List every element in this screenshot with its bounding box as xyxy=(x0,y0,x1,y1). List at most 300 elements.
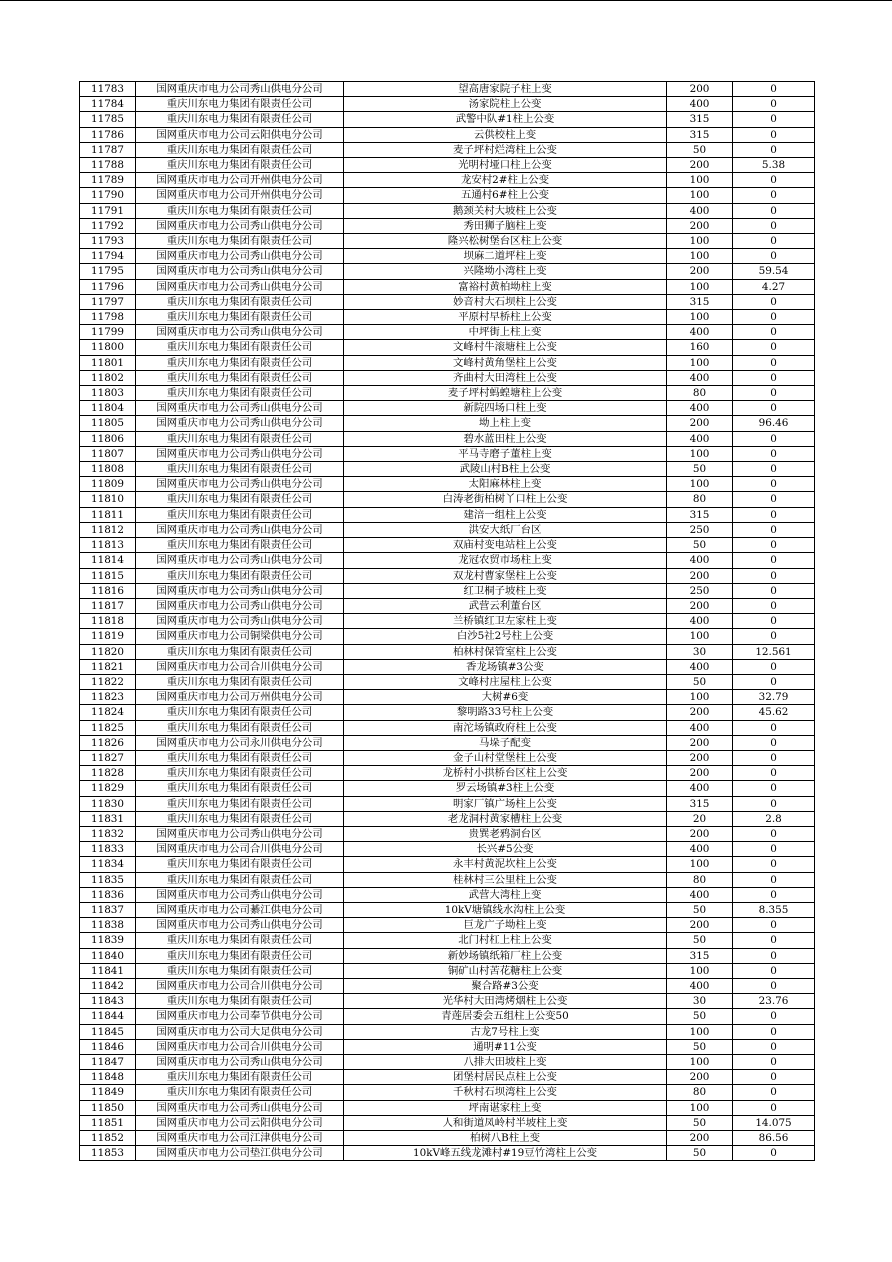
table-row xyxy=(80,1024,815,1039)
cell-transformer-name: 坝麻二道坪柱上变 xyxy=(344,249,667,264)
cell-row-number: 11837 xyxy=(80,902,136,917)
cell-transformer-name: 太阳麻林柱上变 xyxy=(344,477,667,492)
cell-row-number: 11828 xyxy=(80,766,136,781)
cell-company-name: 国网重庆市电力公司秀山供电分公司 xyxy=(136,918,344,933)
cell-company-name: 国网重庆市电力公司秀山供电分公司 xyxy=(136,614,344,629)
cell-company-name: 国网重庆市电力公司铜梁供电分公司 xyxy=(136,629,344,644)
cell-company-name: 重庆川东电力集团有限责任公司 xyxy=(136,234,344,249)
cell-capacity: 400 xyxy=(667,842,733,857)
table-row xyxy=(80,705,815,720)
cell-row-number: 11843 xyxy=(80,994,136,1009)
cell-transformer-name: 新院四场口柱上变 xyxy=(344,401,667,416)
cell-capacity: 200 xyxy=(667,735,733,750)
cell-row-number: 11846 xyxy=(80,1039,136,1054)
cell-capacity: 50 xyxy=(667,462,733,477)
cell-company-name: 重庆川东电力集团有限责任公司 xyxy=(136,948,344,963)
cell-transformer-name: 北门村杠上柱上公变 xyxy=(344,933,667,948)
table-row xyxy=(80,218,815,233)
cell-value: 0 xyxy=(733,750,815,765)
cell-company-name: 国网重庆市电力公司秀山供电分公司 xyxy=(136,264,344,279)
cell-row-number: 11833 xyxy=(80,842,136,857)
cell-row-number: 11799 xyxy=(80,325,136,340)
cell-value: 0 xyxy=(733,142,815,157)
cell-row-number: 11841 xyxy=(80,963,136,978)
cell-capacity: 315 xyxy=(667,112,733,127)
cell-capacity: 200 xyxy=(667,766,733,781)
table-row xyxy=(80,614,815,629)
table-row xyxy=(80,963,815,978)
cell-transformer-name: 武陵山村B柱上公变 xyxy=(344,462,667,477)
cell-capacity: 315 xyxy=(667,948,733,963)
cell-transformer-name: 白沙5社2号柱上公变 xyxy=(344,629,667,644)
cell-company-name: 国网重庆市电力公司奉节供电分公司 xyxy=(136,1009,344,1024)
cell-value: 0 xyxy=(733,462,815,477)
cell-value: 0 xyxy=(733,978,815,993)
cell-row-number: 11793 xyxy=(80,234,136,249)
cell-transformer-name: 大树#6变 xyxy=(344,690,667,705)
table-row xyxy=(80,82,815,97)
cell-row-number: 11796 xyxy=(80,279,136,294)
cell-capacity: 200 xyxy=(667,1070,733,1085)
cell-capacity: 100 xyxy=(667,1055,733,1070)
cell-row-number: 11803 xyxy=(80,386,136,401)
cell-transformer-name: 八排大田坡柱上变 xyxy=(344,1055,667,1070)
cell-transformer-name: 隆兴松树堡台区柱上公变 xyxy=(344,234,667,249)
cell-row-number: 11839 xyxy=(80,933,136,948)
cell-value: 0 xyxy=(733,568,815,583)
cell-row-number: 11835 xyxy=(80,872,136,887)
cell-row-number: 11797 xyxy=(80,294,136,309)
cell-company-name: 重庆川东电力集团有限责任公司 xyxy=(136,386,344,401)
cell-capacity: 400 xyxy=(667,401,733,416)
table-row xyxy=(80,796,815,811)
cell-transformer-name: 人和街道凤岭村半坡柱上变 xyxy=(344,1115,667,1130)
cell-capacity: 50 xyxy=(667,1115,733,1130)
cell-row-number: 11802 xyxy=(80,370,136,385)
cell-row-number: 11847 xyxy=(80,1055,136,1070)
cell-capacity: 200 xyxy=(667,218,733,233)
cell-company-name: 重庆川东电力集团有限责任公司 xyxy=(136,872,344,887)
table-row xyxy=(80,142,815,157)
cell-company-name: 重庆川东电力集团有限责任公司 xyxy=(136,340,344,355)
cell-company-name: 重庆川东电力集团有限责任公司 xyxy=(136,294,344,309)
cell-transformer-name: 长兴#5公变 xyxy=(344,842,667,857)
table-row xyxy=(80,416,815,431)
cell-row-number: 11821 xyxy=(80,659,136,674)
cell-capacity: 50 xyxy=(667,1146,733,1161)
cell-row-number: 11790 xyxy=(80,188,136,203)
cell-value: 0 xyxy=(733,1039,815,1054)
cell-transformer-name: 黎明路33号柱上公变 xyxy=(344,705,667,720)
table-row xyxy=(80,720,815,735)
cell-value: 23.76 xyxy=(733,994,815,1009)
cell-company-name: 国网重庆市电力公司开州供电分公司 xyxy=(136,173,344,188)
cell-value: 32.79 xyxy=(733,690,815,705)
cell-value: 0 xyxy=(733,173,815,188)
cell-transformer-name: 罗云场镇#3柱上公变 xyxy=(344,781,667,796)
cell-row-number: 11807 xyxy=(80,446,136,461)
cell-capacity: 100 xyxy=(667,1024,733,1039)
table-row xyxy=(80,507,815,522)
cell-transformer-name: 聚合路#3公变 xyxy=(344,978,667,993)
cell-value: 0 xyxy=(733,720,815,735)
table-row xyxy=(80,188,815,203)
table-row xyxy=(80,978,815,993)
transformer-table xyxy=(79,81,815,1161)
cell-company-name: 重庆川东电力集团有限责任公司 xyxy=(136,462,344,477)
cell-transformer-name: 永丰村黄泥坎柱上公变 xyxy=(344,857,667,872)
table-row xyxy=(80,781,815,796)
cell-company-name: 国网重庆市电力公司合川供电分公司 xyxy=(136,1039,344,1054)
table-row xyxy=(80,1055,815,1070)
cell-capacity: 100 xyxy=(667,1100,733,1115)
cell-company-name: 国网重庆市电力公司开州供电分公司 xyxy=(136,188,344,203)
cell-transformer-name: 汤家院柱上公变 xyxy=(344,97,667,112)
table-row xyxy=(80,1115,815,1130)
cell-capacity: 400 xyxy=(667,97,733,112)
cell-transformer-name: 光明村垭口柱上公变 xyxy=(344,158,667,173)
cell-transformer-name: 文峰村牛滚塘柱上公变 xyxy=(344,340,667,355)
cell-company-name: 国网重庆市电力公司秀山供电分公司 xyxy=(136,553,344,568)
cell-value: 0 xyxy=(733,887,815,902)
cell-capacity: 400 xyxy=(667,720,733,735)
cell-value: 0 xyxy=(733,1009,815,1024)
cell-row-number: 11842 xyxy=(80,978,136,993)
cell-transformer-name: 平马寺磨子董柱上变 xyxy=(344,446,667,461)
table-row xyxy=(80,264,815,279)
cell-row-number: 11792 xyxy=(80,218,136,233)
cell-company-name: 重庆川东电力集团有限责任公司 xyxy=(136,933,344,948)
cell-transformer-name: 白涛老街柏树丫口柱上公变 xyxy=(344,492,667,507)
cell-transformer-name: 巨龙广子坳柱上变 xyxy=(344,918,667,933)
cell-transformer-name: 武营云利董台区 xyxy=(344,598,667,613)
cell-transformer-name: 龙冠农贸市场柱上变 xyxy=(344,553,667,568)
cell-company-name: 重庆川东电力集团有限责任公司 xyxy=(136,766,344,781)
cell-value: 0 xyxy=(733,538,815,553)
cell-value: 0 xyxy=(733,401,815,416)
cell-company-name: 国网重庆市电力公司垫江供电分公司 xyxy=(136,1146,344,1161)
cell-transformer-name: 龙安村2#柱上公变 xyxy=(344,173,667,188)
cell-transformer-name: 坪南谌家柱上变 xyxy=(344,1100,667,1115)
table-row xyxy=(80,735,815,750)
cell-row-number: 11783 xyxy=(80,82,136,97)
cell-transformer-name: 麦子坪村蚂蝗塘柱上公变 xyxy=(344,386,667,401)
cell-row-number: 11822 xyxy=(80,674,136,689)
table-row xyxy=(80,918,815,933)
cell-capacity: 50 xyxy=(667,538,733,553)
cell-value: 0 xyxy=(733,1055,815,1070)
cell-capacity: 100 xyxy=(667,446,733,461)
cell-row-number: 11844 xyxy=(80,1009,136,1024)
table-row xyxy=(80,127,815,142)
cell-row-number: 11812 xyxy=(80,522,136,537)
cell-transformer-name: 光华村大田湾烤烟柱上公变 xyxy=(344,994,667,1009)
table-row xyxy=(80,1070,815,1085)
cell-value: 0 xyxy=(733,82,815,97)
table-row xyxy=(80,97,815,112)
cell-capacity: 50 xyxy=(667,142,733,157)
cell-row-number: 11834 xyxy=(80,857,136,872)
cell-company-name: 重庆川东电力集团有限责任公司 xyxy=(136,142,344,157)
cell-company-name: 国网重庆市电力公司大足供电分公司 xyxy=(136,1024,344,1039)
cell-row-number: 11852 xyxy=(80,1131,136,1146)
cell-company-name: 重庆川东电力集团有限责任公司 xyxy=(136,994,344,1009)
cell-capacity: 100 xyxy=(667,249,733,264)
cell-transformer-name: 文峰村庄屋柱上公变 xyxy=(344,674,667,689)
cell-value: 8.355 xyxy=(733,902,815,917)
cell-company-name: 重庆川东电力集团有限责任公司 xyxy=(136,796,344,811)
cell-value: 0 xyxy=(733,872,815,887)
cell-transformer-name: 平原村早桥柱上公变 xyxy=(344,310,667,325)
cell-value: 0 xyxy=(733,1070,815,1085)
table-row xyxy=(80,340,815,355)
cell-row-number: 11817 xyxy=(80,598,136,613)
cell-value: 0 xyxy=(733,933,815,948)
cell-transformer-name: 古龙7号柱上变 xyxy=(344,1024,667,1039)
cell-capacity: 50 xyxy=(667,1039,733,1054)
cell-value: 0 xyxy=(733,674,815,689)
cell-value: 0 xyxy=(733,583,815,598)
table-row xyxy=(80,158,815,173)
cell-value: 0 xyxy=(733,766,815,781)
cell-value: 0 xyxy=(733,826,815,841)
cell-value: 0 xyxy=(733,781,815,796)
cell-row-number: 11794 xyxy=(80,249,136,264)
cell-capacity: 250 xyxy=(667,583,733,598)
cell-row-number: 11823 xyxy=(80,690,136,705)
cell-transformer-name: 桂林村三公里柱上公变 xyxy=(344,872,667,887)
table-row xyxy=(80,1085,815,1100)
cell-capacity: 400 xyxy=(667,978,733,993)
cell-transformer-name: 秀田狮子脑柱上变 xyxy=(344,218,667,233)
cell-capacity: 400 xyxy=(667,431,733,446)
cell-row-number: 11827 xyxy=(80,750,136,765)
table-row xyxy=(80,401,815,416)
cell-transformer-name: 双龙村曹家堡柱上公变 xyxy=(344,568,667,583)
cell-transformer-name: 10kV峰五线龙滩村#19豆竹湾柱上公变 xyxy=(344,1146,667,1161)
table-row xyxy=(80,811,815,826)
table-row xyxy=(80,583,815,598)
cell-capacity: 400 xyxy=(667,553,733,568)
cell-transformer-name: 青莲居委会五组柱上公变50 xyxy=(344,1009,667,1024)
cell-capacity: 200 xyxy=(667,598,733,613)
cell-row-number: 11825 xyxy=(80,720,136,735)
cell-company-name: 重庆川东电力集团有限责任公司 xyxy=(136,811,344,826)
cell-row-number: 11806 xyxy=(80,431,136,446)
table-row xyxy=(80,1100,815,1115)
cell-value: 0 xyxy=(733,370,815,385)
cell-transformer-name: 碧水蓝田柱上公变 xyxy=(344,431,667,446)
cell-value: 0 xyxy=(733,1100,815,1115)
cell-transformer-name: 麦子坪村烂湾柱上公变 xyxy=(344,142,667,157)
cell-capacity: 50 xyxy=(667,674,733,689)
cell-company-name: 国网重庆市电力公司万州供电分公司 xyxy=(136,690,344,705)
cell-row-number: 11851 xyxy=(80,1115,136,1130)
cell-company-name: 国网重庆市电力公司永川供电分公司 xyxy=(136,735,344,750)
cell-capacity: 400 xyxy=(667,325,733,340)
table-row xyxy=(80,462,815,477)
cell-value: 0 xyxy=(733,507,815,522)
cell-transformer-name: 武营大湾柱上变 xyxy=(344,887,667,902)
table-row xyxy=(80,522,815,537)
cell-value: 0 xyxy=(733,386,815,401)
cell-transformer-name: 妙音村大石坝柱上公变 xyxy=(344,294,667,309)
table-row xyxy=(80,568,815,583)
cell-capacity: 100 xyxy=(667,173,733,188)
cell-value: 0 xyxy=(733,1024,815,1039)
cell-row-number: 11791 xyxy=(80,203,136,218)
cell-company-name: 重庆川东电力集团有限责任公司 xyxy=(136,507,344,522)
table-row xyxy=(80,310,815,325)
cell-capacity: 200 xyxy=(667,1131,733,1146)
cell-value: 0 xyxy=(733,1146,815,1161)
cell-company-name: 重庆川东电力集团有限责任公司 xyxy=(136,355,344,370)
cell-value: 0 xyxy=(733,522,815,537)
cell-value: 0 xyxy=(733,735,815,750)
cell-value: 0 xyxy=(733,659,815,674)
cell-transformer-name: 铜矿山村苦花糖柱上公变 xyxy=(344,963,667,978)
cell-transformer-name: 坳上柱上变 xyxy=(344,416,667,431)
cell-row-number: 11815 xyxy=(80,568,136,583)
table-row xyxy=(80,948,815,963)
table-row xyxy=(80,842,815,857)
cell-company-name: 重庆川东电力集团有限责任公司 xyxy=(136,203,344,218)
cell-capacity: 400 xyxy=(667,781,733,796)
cell-row-number: 11809 xyxy=(80,477,136,492)
cell-capacity: 200 xyxy=(667,750,733,765)
cell-capacity: 200 xyxy=(667,264,733,279)
table-row xyxy=(80,325,815,340)
cell-company-name: 重庆川东电力集团有限责任公司 xyxy=(136,1085,344,1100)
cell-row-number: 11810 xyxy=(80,492,136,507)
cell-transformer-name: 建涪一组柱上公变 xyxy=(344,507,667,522)
table-row xyxy=(80,659,815,674)
cell-value: 0 xyxy=(733,1085,815,1100)
cell-row-number: 11811 xyxy=(80,507,136,522)
cell-capacity: 200 xyxy=(667,705,733,720)
cell-capacity: 100 xyxy=(667,234,733,249)
cell-company-name: 重庆川东电力集团有限责任公司 xyxy=(136,750,344,765)
cell-value: 0 xyxy=(733,234,815,249)
table-row xyxy=(80,553,815,568)
cell-row-number: 11849 xyxy=(80,1085,136,1100)
cell-company-name: 重庆川东电力集团有限责任公司 xyxy=(136,644,344,659)
page-top-rule xyxy=(0,0,892,1)
cell-company-name: 国网重庆市电力公司云阳供电分公司 xyxy=(136,127,344,142)
cell-row-number: 11818 xyxy=(80,614,136,629)
cell-value: 0 xyxy=(733,918,815,933)
table-row xyxy=(80,1009,815,1024)
cell-row-number: 11824 xyxy=(80,705,136,720)
cell-row-number: 11836 xyxy=(80,887,136,902)
cell-value: 14.075 xyxy=(733,1115,815,1130)
cell-transformer-name: 齐曲村大田湾柱上公变 xyxy=(344,370,667,385)
cell-company-name: 国网重庆市电力公司合川供电分公司 xyxy=(136,659,344,674)
table-row xyxy=(80,294,815,309)
cell-company-name: 国网重庆市电力公司秀山供电分公司 xyxy=(136,82,344,97)
cell-value: 96.46 xyxy=(733,416,815,431)
cell-row-number: 11816 xyxy=(80,583,136,598)
cell-row-number: 11800 xyxy=(80,340,136,355)
cell-capacity: 400 xyxy=(667,203,733,218)
cell-row-number: 11784 xyxy=(80,97,136,112)
cell-value: 0 xyxy=(733,963,815,978)
table-row xyxy=(80,933,815,948)
cell-company-name: 重庆川东电力集团有限责任公司 xyxy=(136,310,344,325)
cell-value: 0 xyxy=(733,842,815,857)
cell-transformer-name: 马垛子配变 xyxy=(344,735,667,750)
table-row xyxy=(80,279,815,294)
cell-row-number: 11831 xyxy=(80,811,136,826)
cell-transformer-name: 富裕村黄柏坳柱上变 xyxy=(344,279,667,294)
table-row xyxy=(80,750,815,765)
cell-row-number: 11830 xyxy=(80,796,136,811)
cell-company-name: 国网重庆市电力公司秀山供电分公司 xyxy=(136,583,344,598)
cell-company-name: 国网重庆市电力公司秀山供电分公司 xyxy=(136,249,344,264)
cell-transformer-name: 柏树八B柱上变 xyxy=(344,1131,667,1146)
cell-row-number: 11808 xyxy=(80,462,136,477)
cell-value: 4.27 xyxy=(733,279,815,294)
cell-company-name: 重庆川东电力集团有限责任公司 xyxy=(136,492,344,507)
table-row xyxy=(80,386,815,401)
cell-company-name: 国网重庆市电力公司綦江供电分公司 xyxy=(136,902,344,917)
cell-transformer-name: 金子山村堂堡柱上公变 xyxy=(344,750,667,765)
cell-capacity: 200 xyxy=(667,568,733,583)
table-row xyxy=(80,826,815,841)
cell-value: 0 xyxy=(733,796,815,811)
cell-company-name: 国网重庆市电力公司秀山供电分公司 xyxy=(136,279,344,294)
table-row xyxy=(80,887,815,902)
cell-row-number: 11814 xyxy=(80,553,136,568)
cell-company-name: 国网重庆市电力公司秀山供电分公司 xyxy=(136,887,344,902)
cell-value: 0 xyxy=(733,431,815,446)
cell-value: 0 xyxy=(733,629,815,644)
cell-transformer-name: 通明#11公变 xyxy=(344,1039,667,1054)
cell-value: 0 xyxy=(733,492,815,507)
cell-transformer-name: 洪安大纸厂台区 xyxy=(344,522,667,537)
cell-value: 0 xyxy=(733,614,815,629)
cell-capacity: 100 xyxy=(667,963,733,978)
cell-row-number: 11788 xyxy=(80,158,136,173)
cell-value: 0 xyxy=(733,340,815,355)
table-row xyxy=(80,690,815,705)
cell-capacity: 50 xyxy=(667,933,733,948)
cell-value: 0 xyxy=(733,857,815,872)
table-row xyxy=(80,446,815,461)
cell-company-name: 国网重庆市电力公司江津供电分公司 xyxy=(136,1131,344,1146)
cell-row-number: 11798 xyxy=(80,310,136,325)
cell-value: 0 xyxy=(733,249,815,264)
cell-row-number: 11848 xyxy=(80,1070,136,1085)
cell-transformer-name: 团堡村居民点柱上公变 xyxy=(344,1070,667,1085)
cell-transformer-name: 红卫桐子坡柱上变 xyxy=(344,583,667,598)
cell-value: 0 xyxy=(733,477,815,492)
cell-capacity: 20 xyxy=(667,811,733,826)
cell-capacity: 100 xyxy=(667,310,733,325)
cell-company-name: 国网重庆市电力公司秀山供电分公司 xyxy=(136,598,344,613)
cell-company-name: 重庆川东电力集团有限责任公司 xyxy=(136,963,344,978)
cell-company-name: 重庆川东电力集团有限责任公司 xyxy=(136,97,344,112)
table-row xyxy=(80,173,815,188)
table-body xyxy=(80,82,815,1161)
cell-capacity: 80 xyxy=(667,872,733,887)
cell-transformer-name: 双庙村变电站柱上公变 xyxy=(344,538,667,553)
cell-row-number: 11853 xyxy=(80,1146,136,1161)
table-row xyxy=(80,598,815,613)
cell-company-name: 国网重庆市电力公司合川供电分公司 xyxy=(136,842,344,857)
cell-value: 5.38 xyxy=(733,158,815,173)
cell-value: 0 xyxy=(733,112,815,127)
